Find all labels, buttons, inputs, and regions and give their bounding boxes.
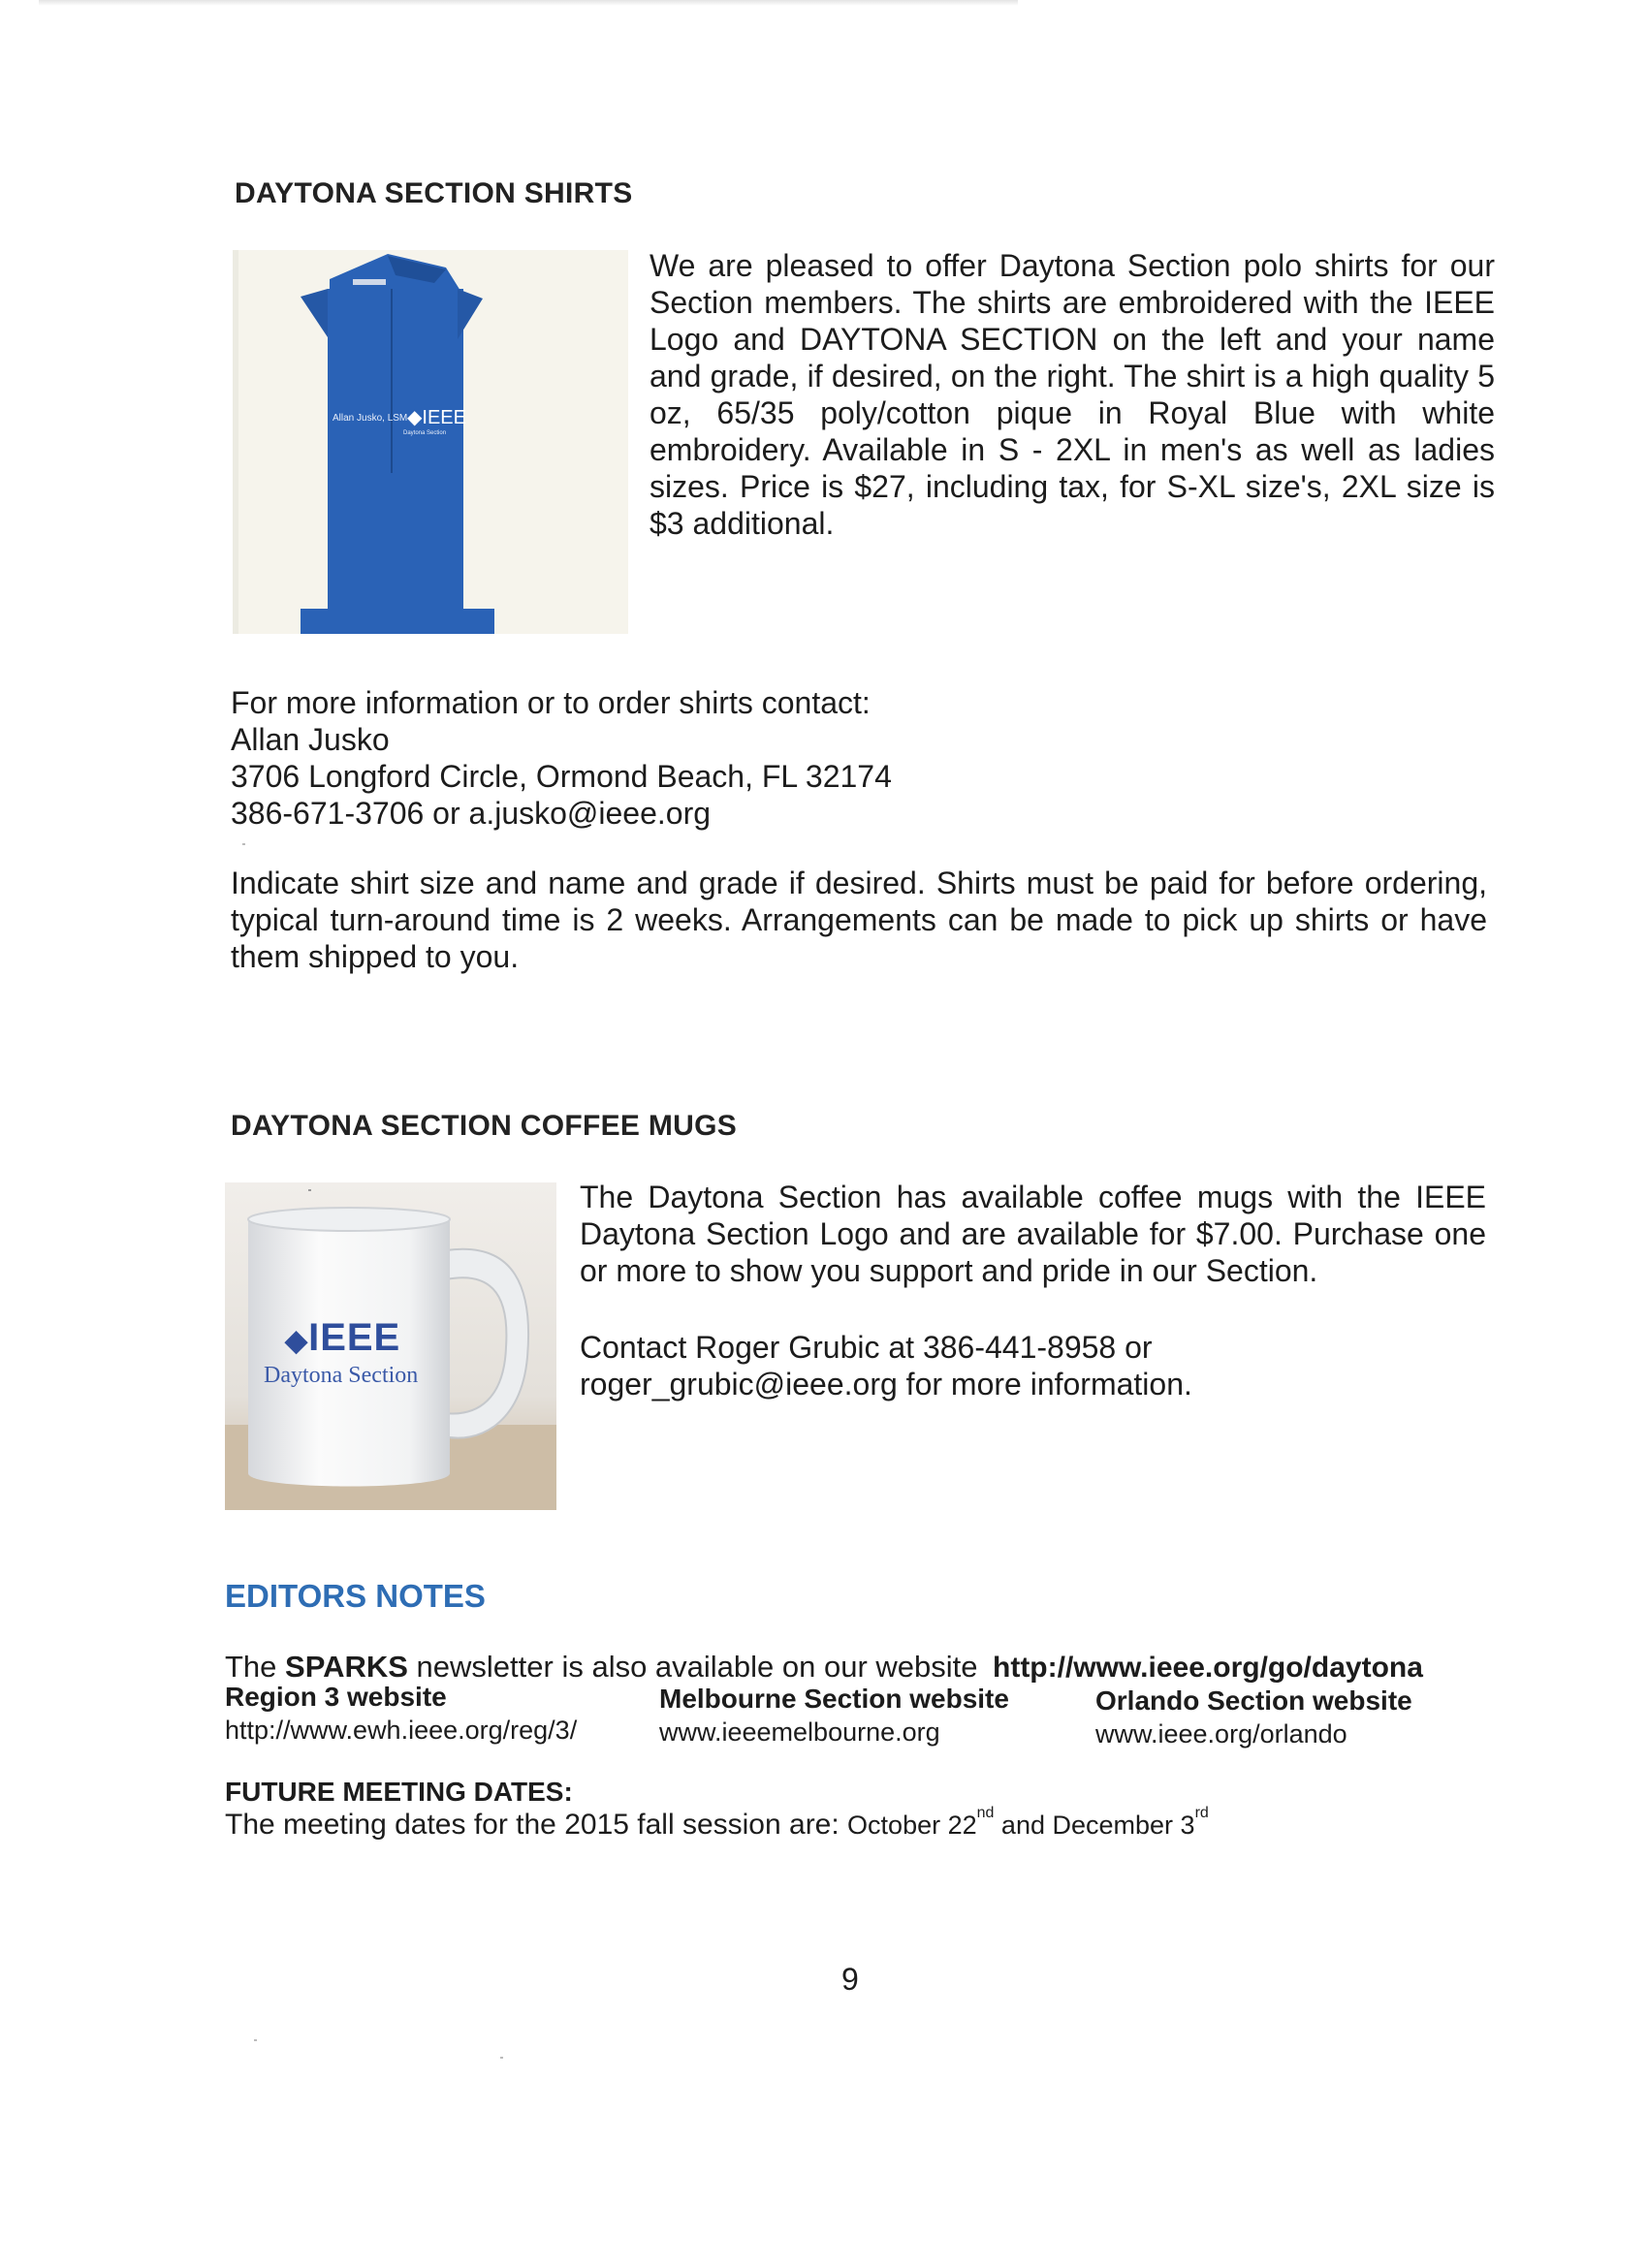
contact-phone-email: 386-671-3706 or a.jusko@ieee.org: [231, 796, 712, 831]
meeting-date-2: December 3: [1052, 1811, 1195, 1840]
link-orlando: [1095, 1685, 1412, 1750]
mug-ieee-logo: ◆IEEE: [285, 1316, 401, 1359]
shirts-heading: DAYTONA SECTION SHIRTS: [235, 177, 633, 209]
website-line: [225, 1650, 978, 1685]
contact-intro: For more information or to order shirts contact:: [231, 685, 871, 720]
link-label: Region 3 website: [225, 1682, 447, 1712]
shirt-name-embroidery: Allan Jusko, LSM: [333, 413, 408, 424]
link-region3: [225, 1681, 577, 1747]
mugs-description: The Daytona Section has available coffee mugs with the IEEE Daytona Section Logo and are available for $7.00. Purchase one or more to show you support and pride in our Section.: [580, 1180, 1486, 1288]
contact-address: 3706 Longford Circle, Ormond Beach, FL 32174: [231, 759, 892, 794]
date-1-suffix: nd: [976, 1805, 995, 1821]
website-intro-pre: The: [225, 1650, 286, 1684]
link-url[interactable]: www.ieeemelbourne.org: [659, 1717, 940, 1747]
mug-section-text: Daytona Section: [264, 1363, 419, 1388]
future-meetings-title: FUTURE MEETING DATES:: [225, 1777, 573, 1807]
page-number: 9: [841, 1962, 859, 1997]
link-url[interactable]: www.ieee.org/orlando: [1095, 1719, 1347, 1748]
ieee-diamond-icon: ◆: [407, 407, 423, 428]
mug-photo: [225, 1182, 556, 1510]
scan-speck: [500, 2057, 503, 2059]
shirts-contact-block: [231, 684, 892, 832]
date-connector: and: [994, 1811, 1053, 1840]
shirts-description: We are pleased to offer Daytona Section polo shirts for our Section members. The shirts are embroidered with the IEEE Logo and DAYTONA SECTION on the left and your name and grade, if desired, on the right. The shirt is a high quality 5 oz, 65/35 poly/cotton pique in Royal Blue with white embroidery. Available in S - 2XL in men's as well as ladies sizes. Price is $27, including tax, for S-XL size's, 2XL size is $3 additional.: [650, 248, 1495, 541]
shirts-instructions: Indicate shirt size and name and grade if desired. Shirts must be paid for before ordering, typical turn-around time is 2 weeks. Arrangements can be made to pick up shirts or have them shipped to you.: [231, 866, 1487, 974]
daytona-website-link[interactable]: http://www.ieee.org/go/daytona: [993, 1652, 1423, 1684]
shirt-ieee-logo: ◆IEEE: [407, 407, 466, 428]
shirt-section-embroidery: Daytona Section: [403, 430, 447, 436]
meetings-intro: The meeting dates for the 2015 fall session are:: [225, 1809, 848, 1841]
website-intro-post: newsletter is also available on our website: [407, 1650, 978, 1684]
newsletter-name: SPARKS: [285, 1650, 408, 1684]
date-2-suffix: rd: [1194, 1805, 1209, 1821]
mugs-contact: [580, 1329, 1192, 1402]
mugs-contact-line1: Contact Roger Grubic at 386-441-8958 or: [580, 1330, 1153, 1365]
contact-name: Allan Jusko: [231, 722, 390, 757]
scan-speck: [242, 843, 245, 845]
link-label: Orlando Section website: [1095, 1685, 1412, 1716]
editors-notes-title: EDITORS NOTES: [225, 1578, 486, 1614]
mugs-contact-line2: roger_grubic@ieee.org for more information.: [580, 1367, 1192, 1402]
mugs-heading: DAYTONA SECTION COFFEE MUGS: [231, 1110, 738, 1142]
link-melbourne: [659, 1683, 1009, 1748]
scan-speck: [254, 2039, 257, 2041]
future-meetings-text: [225, 1805, 1209, 1842]
link-url[interactable]: http://www.ewh.ieee.org/reg/3/: [225, 1716, 578, 1745]
polo-shirt-image: [233, 250, 628, 634]
shirt-photo: [233, 250, 628, 634]
meeting-date-1: October 22: [847, 1811, 977, 1840]
scan-artifact: [39, 0, 1018, 6]
link-label: Melbourne Section website: [659, 1684, 1009, 1714]
ieee-diamond-icon: ◆: [285, 1325, 309, 1357]
scan-speck: [308, 1189, 311, 1191]
